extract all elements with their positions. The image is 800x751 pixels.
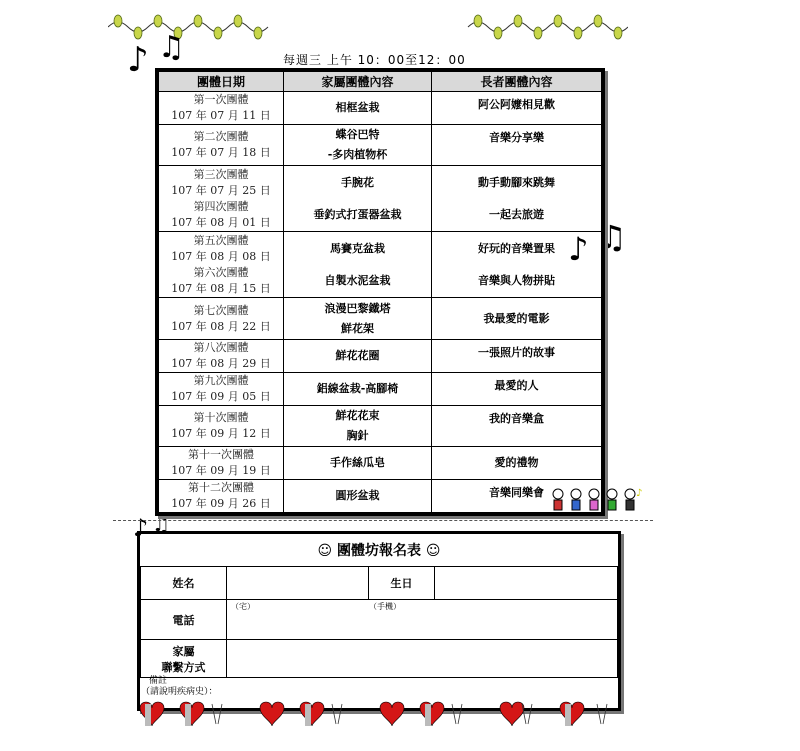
elder-activity: 好玩的音樂置果: [478, 241, 555, 255]
session-date: 107 年 09 月 19 日: [171, 463, 271, 477]
family-activity: 胸針: [346, 428, 369, 442]
family-activity: 自製水泥盆栽: [324, 273, 391, 287]
music-note-icon: ♪: [568, 230, 589, 268]
session-name: 第二次團體: [193, 130, 249, 144]
session-name: 第十一次團體: [188, 447, 254, 461]
birthday-label: 生日: [369, 567, 435, 600]
family-activity: 馬賽克盆栽: [330, 241, 385, 255]
family-activity: 浪漫巴黎鐵塔: [324, 301, 391, 315]
family-activity: 鮮花架: [341, 321, 374, 335]
table-row: [159, 298, 602, 339]
family-activity: 相框盆栽: [335, 101, 380, 115]
music-note-icon: ♪: [127, 40, 149, 80]
music-note-icon: ♫: [152, 512, 170, 536]
session-name: 第十次團體: [193, 410, 249, 424]
header-elder: 長者團體內容: [432, 72, 602, 92]
schedule-table: [158, 71, 602, 513]
name-field[interactable]: [227, 567, 369, 600]
session-name: 第一次團體: [193, 93, 249, 107]
session-date: 107 年 07 月 11 日: [171, 109, 271, 123]
form-title: ☺ 團體坊報名表 ☺: [141, 534, 618, 567]
elder-activity: 動手動腳來跳舞: [478, 175, 555, 189]
family-activity: 手作絲瓜皂: [330, 455, 385, 469]
schedule-table-frame: [155, 68, 605, 516]
session-name: 第七次團體: [193, 303, 249, 317]
session-name: 第八次團體: [193, 340, 249, 354]
session-date: 107 年 09 月 12 日: [171, 426, 271, 440]
elder-activity: 愛的禮物: [494, 455, 539, 469]
contact-label-line2: 聯繫方式: [161, 660, 206, 674]
family-activity: 垂釣式打蛋器盆栽: [313, 207, 402, 221]
family-activity: 鮮花花束: [335, 408, 380, 422]
elder-activity: 一張照片的故事: [478, 345, 555, 359]
contact-field[interactable]: [227, 640, 618, 678]
session-date: 107 年 07 月 25 日: [171, 183, 271, 197]
session-date: 107 年 09 月 05 日: [171, 389, 271, 403]
phone-mobile-label: （手機）: [369, 602, 401, 611]
family-activity: 鋁線盆栽-高腳椅: [316, 381, 399, 395]
family-activity: 手腕花: [341, 175, 374, 189]
family-activity: 鮮花花圈: [335, 348, 380, 362]
birthday-field[interactable]: [435, 567, 618, 600]
family-activity: -多肉植物杯: [327, 148, 388, 162]
heart-border-ornament: [137, 694, 632, 732]
session-date: 107 年 08 月 08 日: [171, 249, 271, 263]
table-row: [159, 339, 602, 372]
elder-activity: 我最愛的電影: [483, 311, 550, 325]
phone-label: 電話: [141, 600, 227, 640]
elder-activity: 最愛的人: [494, 378, 539, 392]
header-date: 團體日期: [159, 72, 284, 92]
family-activity: 圓形盆栽: [335, 488, 380, 502]
elder-activity: 一起去旅遊: [489, 207, 544, 221]
elder-activity: 音樂與人物拼貼: [478, 273, 555, 287]
remark-hint: （請說明疾病史）：: [141, 687, 218, 697]
session-name: 第三次團體: [193, 167, 249, 181]
session-name: 第六次團體: [193, 265, 249, 279]
music-note-icon: ♪: [133, 514, 149, 542]
schedule-time: 每週三 上午 10：00至12：00: [283, 53, 466, 67]
session-name: 第五次團體: [193, 233, 249, 247]
leaf-vine-ornament: [108, 12, 628, 42]
svg-text:♪: ♪: [636, 488, 643, 499]
table-row: [159, 92, 602, 125]
table-header-row: [159, 72, 602, 92]
music-note-icon: ♫: [158, 30, 185, 65]
table-row: [159, 446, 602, 479]
session-date: 107 年 07 月 18 日: [171, 146, 271, 160]
session-name: 第九次團體: [193, 373, 249, 387]
session-date: 107 年 08 月 29 日: [171, 356, 271, 370]
table-row: [159, 125, 602, 166]
table-row: [159, 372, 602, 405]
table-row: [159, 479, 602, 512]
remark-title: 備註: [149, 676, 168, 686]
elder-activity: 音樂分享樂: [489, 131, 544, 145]
contact-label: [141, 640, 227, 678]
session-date: 107 年 09 月 26 日: [171, 496, 271, 510]
cartoon-people-icon: [548, 486, 648, 516]
session-date: 107 年 08 月 15 日: [171, 281, 271, 295]
music-note-icon: ♫: [598, 218, 627, 256]
phone-home-label: （宅）: [231, 602, 255, 611]
session-name: 第十二次團體: [188, 480, 254, 494]
family-activity: 蝶谷巴特: [335, 128, 380, 142]
table-row: [159, 166, 602, 232]
session-date: 107 年 08 月 22 日: [171, 319, 271, 333]
cut-line: [113, 520, 653, 521]
elder-activity: 我的音樂盒: [489, 411, 544, 425]
phone-field[interactable]: [227, 600, 618, 640]
header-family: 家屬團體內容: [284, 72, 432, 92]
elder-activity: 音樂同樂會: [489, 485, 544, 499]
session-name: 第四次團體: [193, 199, 249, 213]
table-row: [159, 232, 602, 298]
elder-activity: 阿公阿嬤相見歡: [478, 98, 555, 111]
contact-label-line1: 家屬: [172, 644, 195, 658]
session-date: 107 年 08 月 01 日: [171, 215, 271, 229]
table-row: [159, 405, 602, 446]
name-label: 姓名: [141, 567, 227, 600]
